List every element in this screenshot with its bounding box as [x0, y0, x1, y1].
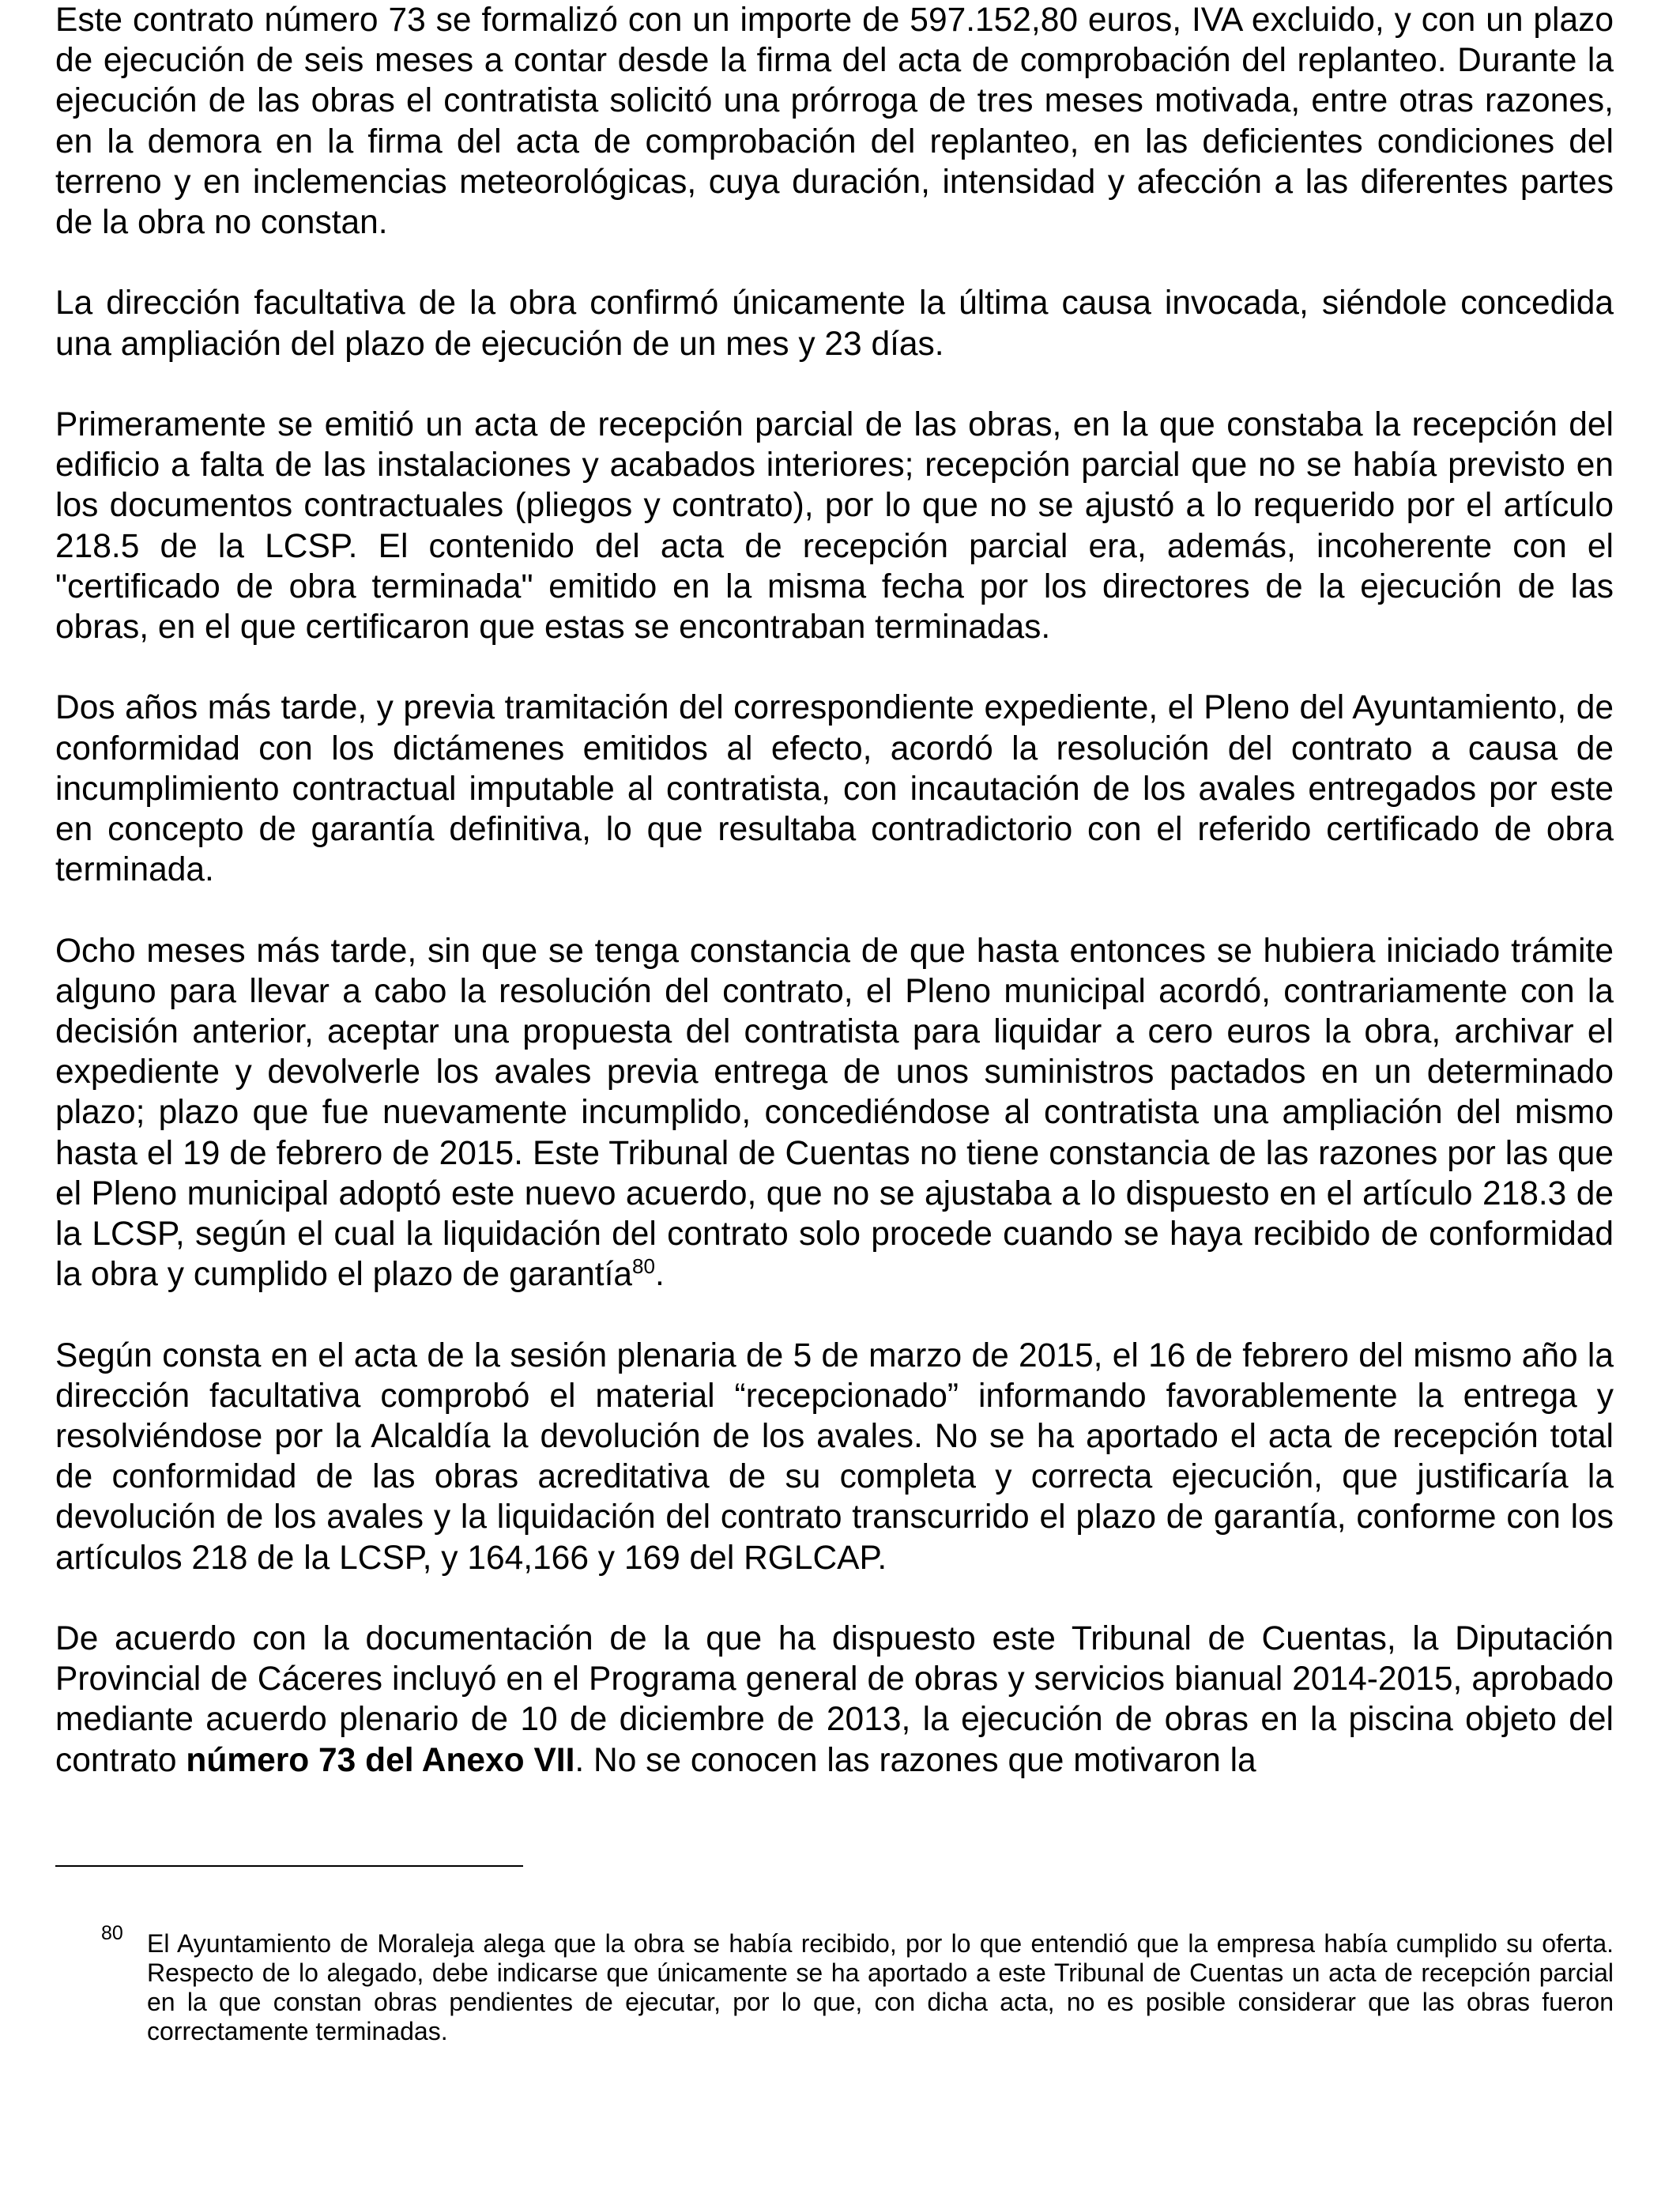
- paragraph-6: Según consta en el acta de la sesión plenaria de 5 de marzo de 2015, el 16 de febrero del mismo año la dirección facultativa comprobó el material “recepcionado” informando favorablemente la entrega y resolviéndose por la Alcaldía la devolución de los avales. No se ha aportado el acta de recepción total de conformidad de las obras acreditativa de su completa y correcta ejecución, que justificaría la devolución de los avales y la liquidación del contrato transcurrido el plazo de garantía, conforme con los artículos 218 de la LCSP, y 164,166 y 169 del RGLCAP.: [55, 1336, 1614, 1577]
- paragraph-1: Este contrato número 73 se formalizó con un importe de 597.152,80 euros, IVA excluido, y con un plazo de ejecución de seis meses a contar desde la firma del acta de comprobación del replanteo. Durante la ejecución de las obras el contratista solicitó una prórroga de tres meses motivada, entre otras razones, en la demora en la firma del acta de comprobación del replanteo, en las deficientes condiciones del terreno y en inclemencias meteorológicas, cuya duración, intensidad y afección a las diferentes partes de la obra no constan.: [55, 2, 1614, 242]
- paragraph-5-text: Ocho meses más tarde, sin que se tenga constancia de que hasta entonces se hubiera iniciado trámite alguno para llevar a cabo la resolución del contrato, el Pleno municipal acordó, contrariamente con la decisión anterior, aceptar una propuesta del contratista para liquidar a cero euros la obra, archivar el expediente y devolverle los avales previa entrega de unos suministros pactados en un determinado plazo; plazo que fue nuevamente incumplido, concediéndose al contratista una ampliación del mismo hasta el 19 de febrero de 2015. Este Tribunal de Cuentas no tiene constancia de las razones por las que el Pleno municipal adoptó este nuevo acuerdo, que no se ajustaba a lo dispuesto en el artículo 218.3 de la LCSP, según el cual la liquidación del contrato solo procede cuando se haya recibido de conformidad la obra y cumplido el plazo de garantía: [55, 932, 1614, 1294]
- body-text: [55, 0, 1614, 1821]
- footnote-reference: 80: [632, 1254, 655, 1279]
- paragraph-7: [55, 1619, 1614, 1781]
- paragraph-4: Dos años más tarde, y previa tramitación del correspondiente expediente, el Pleno del Ayuntamiento, de conformidad con los dictámenes emitidos al efecto, acordó la resolución del contrato a causa de incumplimiento contractual imputable al contratista, con incautación de los avales entregados por este en concepto de garantía definitiva, lo que resultaba contradictorio con el referido certificado de obra terminada.: [55, 689, 1614, 889]
- paragraph-7-bold: número 73 del Anexo VII: [186, 1741, 575, 1779]
- paragraph-7-text: De acuerdo con la documentación de la que ha dispuesto este Tribunal de Cuentas, la Diputación Provincial de Cáceres incluyó en el Programa general de obras y servicios bianual 2014-2015, aprobado mediante acuerdo plenario de 10 de diciembre de 2013, la ejecución de obras en la piscina objeto del contrato: [55, 1620, 1614, 1779]
- footnote-separator: [55, 1865, 523, 1867]
- footnote: [101, 1922, 1614, 2046]
- paragraph-5: [55, 931, 1614, 1295]
- paragraph-5-end: .: [654, 1256, 665, 1294]
- paragraph-7-end: . No se conocen las razones que motivaron la: [574, 1741, 1256, 1779]
- paragraph-3: Primeramente se emitió un acta de recepción parcial de las obras, en la que constaba la recepción del edificio a falta de las instalaciones y acabados interiores; recepción parcial que no se había previsto en los documentos contractuales (pliegos y contrato), por lo que no se ajustó a lo requerido por el artículo 218.5 de la LCSP. El contenido del acta de recepción parcial era, además, incoherente con el "certificado de obra terminada" emitido en la misma fecha por los directores de la ejecución de las obras, en el que certificaron que estas se encontraban terminadas.: [55, 406, 1614, 647]
- footnote-text: El Ayuntamiento de Moraleja alega que la obra se había recibido, por lo que entendió que la empresa había cumplido su oferta. Respecto de lo alegado, debe indicarse que únicamente se ha aportado a este Tribunal de Cuentas un acta de recepción parcial en la que constan obras pendientes de ejecutar, por lo que, con dicha acta, no es posible considerar que las obras fueron correctamente terminadas.: [147, 1929, 1614, 2045]
- footnote-number: 80: [101, 1922, 123, 1944]
- paragraph-2: La dirección facultativa de la obra confirmó únicamente la última causa invocada, siéndole concedida una ampliación del plazo de ejecución de un mes y 23 días.: [55, 285, 1614, 363]
